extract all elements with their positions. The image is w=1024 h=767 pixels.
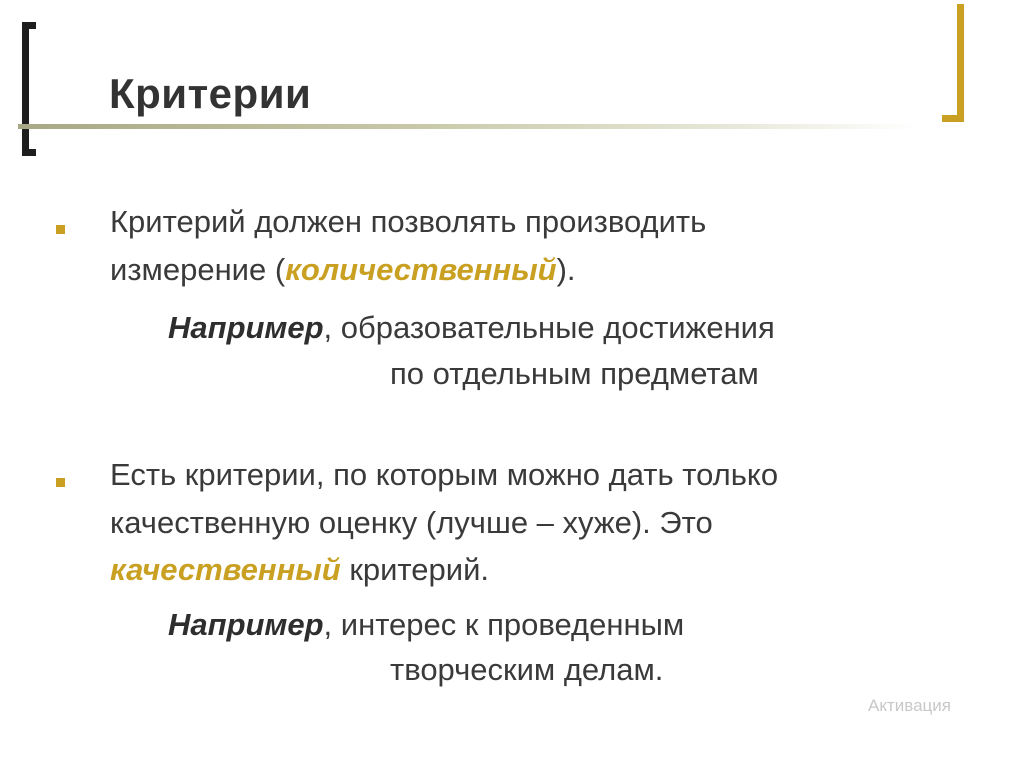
quantitative-term: количественный: [285, 252, 557, 287]
left-bracket-decoration: [22, 22, 36, 156]
bullet-2-example-line-1: [168, 607, 684, 643]
bullet-1-line-2: [110, 252, 576, 288]
bullet-2-line-2: качественную оценку (лучше – хуже). Это: [110, 505, 713, 540]
bullet-marker-1: [56, 225, 65, 234]
example-label-1: Например: [168, 310, 324, 345]
bullet-1-example-line-2: по отдельным предметам: [390, 356, 759, 391]
title-underline: [18, 124, 918, 129]
bullet-2-line-3: [110, 552, 489, 588]
bullet-1-line-2-suffix: ).: [556, 252, 576, 287]
bullet-2-example-line-2: творческим делам.: [390, 652, 664, 687]
bullet-2-example-rest: , интерес к проведенным: [323, 607, 685, 642]
bullet-1-line-2-prefix: измерение (: [110, 252, 286, 287]
bullet-1-line-1: Критерий должен позволять производить: [110, 204, 707, 239]
bullet-1-example-line-1: [168, 310, 775, 346]
bullet-marker-2: [56, 478, 65, 487]
qualitative-term: качественный: [110, 552, 341, 587]
slide-title: Критерии: [109, 70, 312, 117]
example-label-2: Например: [168, 607, 324, 642]
bullet-2-line-1: Есть критерии, по которым можно дать только: [110, 457, 779, 492]
bullet-1-example-rest: , образовательные достижения: [323, 310, 775, 345]
right-bracket-decoration: [942, 4, 964, 122]
bullet-2-line-3-suffix: критерий.: [340, 552, 490, 587]
activation-watermark: Активация: [868, 696, 951, 715]
